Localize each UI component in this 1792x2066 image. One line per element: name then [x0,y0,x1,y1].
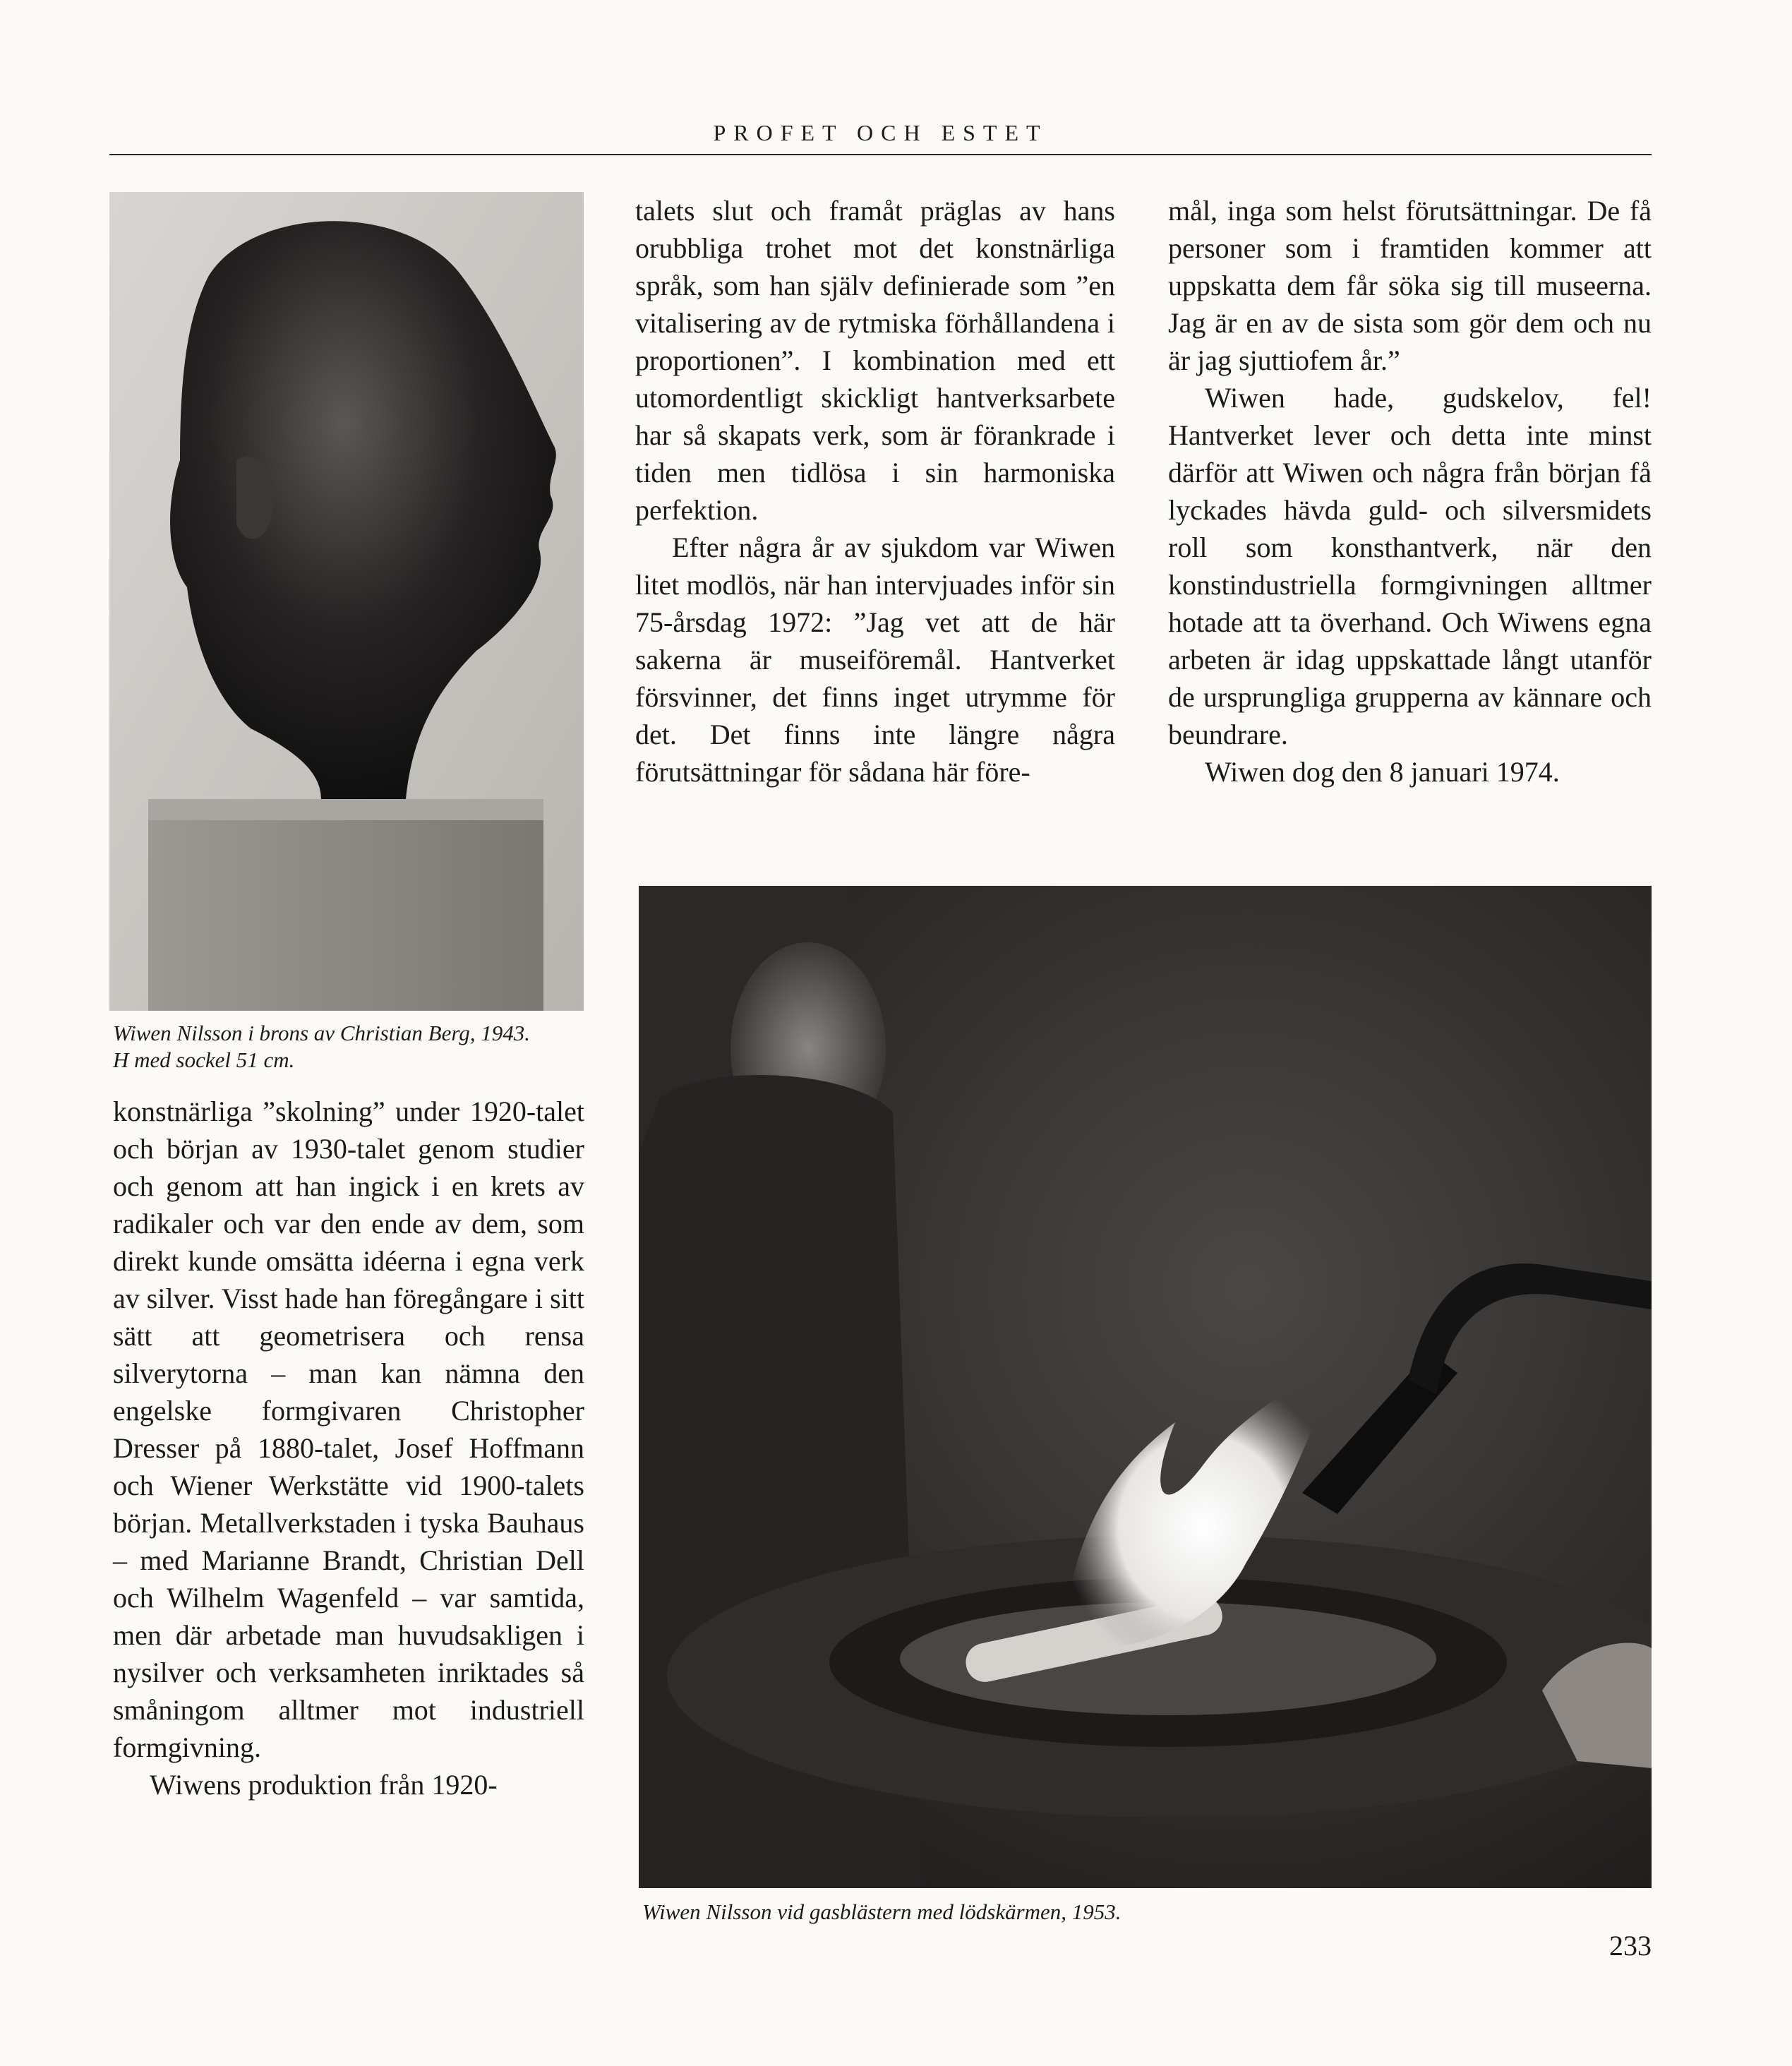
figure-1-caption-line-1: Wiwen Nilsson i brons av Christian Berg, 1943. [113,1021,531,1045]
paragraph: Wiwen dog den 8 januari 1974. [1205,756,1560,788]
paragraph: mål, inga som helst förutsättningar. De få personer som i framtiden kommer att uppskatta dem får söka sig till museerna. Jag är en av de sista som gör dem och nu är jag sjuttiofem år.” [1168,195,1652,376]
text-column-middle [635,192,1115,791]
text-column-right [1168,192,1652,791]
page-number: 233 [1609,1930,1652,1962]
paragraph: Wiwen hade, gudskelov, fel! Hantverket lever och detta inte minst därför att Wiwen och några från början få lyckades hävda guld- och silversmidets roll som konsthantverk, när den konstindustriella formgivningen alltmer hotade att ta överhand. Och Wiwens egna arbeten är idag uppskattade långt utanför de ursprungliga grupperna av kännare och beundrare. [1168,382,1652,750]
gas-burner-photo [639,886,1652,1888]
header-rule [109,154,1652,155]
sculpture-photo [109,192,584,1011]
paragraph: konstnärliga ”skolning” under 1920-talet och början av 1930-talet genom studier och genom att han ingick i en krets av radikaler och var den ende av dem, som direkt kunde omsätta idéerna i egna verk av silver. Visst hade han föregångare i sitt sätt att geometrisera och rensa silverytorna – man kan nämna den engelske formgivaren Christopher Dresser på 1880-talet, Josef Hoffmann och Wiener Werkstätte vid 1900-talets början. Metallverkstaden i tyska Bauhaus – med Marianne Brandt, Christian Dell och Wilhelm Wagenfeld – var samtida, men där arbetade man huvudsakligen i nysilver och verksamheten inriktades så småningom alltmer mot industriell formgivning. [113,1095,584,1763]
running-header: PROFET OCH ESTET [713,120,1048,145]
paragraph: Wiwens produktion från 1920- [150,1769,498,1801]
text-column-left [113,1093,584,1803]
paragraph: talets slut och framåt präglas av hans orubbliga trohet mot det konstnärliga språk, som han själv definierade som ”en vitalisering av de rytmiska förhållandena i proportionen”. I kombination med ett utomordentligt skickligt hantverksarbete har så skapats verk, som är förankrade i tiden men tidlösa i sin harmoniska perfektion. [635,195,1115,526]
figure-2-caption: Wiwen Nilsson vid gasblästern med lödskärmen, 1953. [642,1899,1121,1924]
figure-1-caption [113,1020,593,1074]
paragraph: Efter några år av sjukdom var Wiwen litet modlös, när han intervjuades inför sin 75-årsdag 1972: ”Jag vet att de här sakerna är museiföremål. Hantverket försvinner, det finns inget utrymme för det. Det finns inte längre några förutsättningar för sådana här före- [635,531,1115,788]
figure-1-caption-line-2: H med sockel 51 cm. [113,1047,295,1072]
